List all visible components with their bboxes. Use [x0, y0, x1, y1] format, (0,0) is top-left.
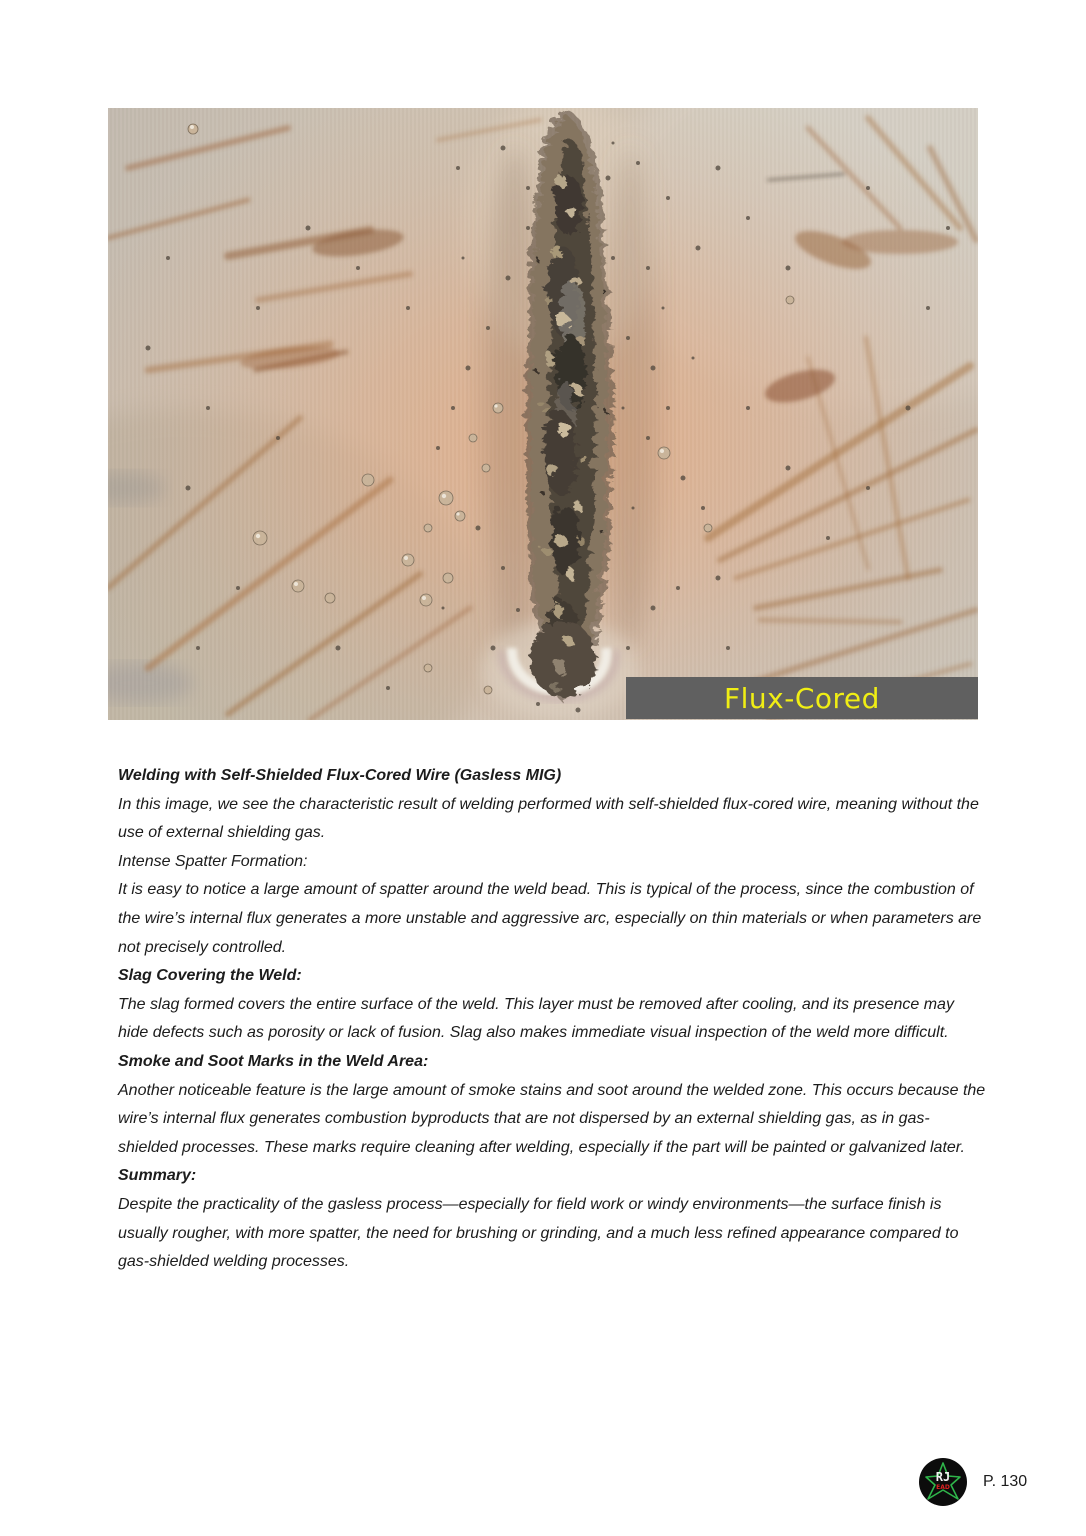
section-smoke — [118, 1048, 986, 1162]
section-intro — [118, 762, 986, 848]
section-body: Another noticeable feature is the large amount of smoke stains and soot around the welded zone. This occurs because the wire’s internal flux generates combustion byproducts that are not dispersed by an external shielding gas, as in gas-shielded processes. These marks require cleaning after welding, especially if the part will be painted or galvanized later. — [118, 1081, 986, 1156]
logo-text-primary: RJ — [935, 1470, 951, 1484]
weld-photo-image — [108, 108, 978, 720]
photo-caption-banner — [626, 677, 978, 719]
section-body: Despite the practicality of the gasless process—especially for field work or windy environments—the surface finish is usually rougher, with more spatter, the need for brushing or grinding, and a much less refined appearance compared to gas-shielded welding processes. — [118, 1195, 959, 1271]
weld-photo — [108, 108, 978, 720]
section-body: In this image, we see the characteristic result of welding performed with self-shielded flux-cored wire, meaning without the use of external shielding gas. — [118, 795, 979, 842]
section-heading: Smoke and Soot Marks in the Weld Area: — [118, 1052, 429, 1070]
section-spatter — [118, 848, 986, 962]
page-footer — [918, 1457, 1027, 1507]
logo-text-secondary: EAD — [936, 1484, 950, 1491]
section-heading: Welding with Self-Shielded Flux-Cored Wire (Gasless MIG) — [118, 767, 562, 784]
section-body: The slag formed covers the entire surface of the weld. This layer must be removed after cooling, and its presence may hide defects such as porosity or lack of fusion. Slag also makes immediate visual inspection of the weld more difficult. — [118, 995, 954, 1042]
weld-bead — [527, 116, 605, 694]
section-body: It is easy to notice a large amount of spatter around the weld bead. This is typical of the process, since the combustion of the wire’s internal flux generates a more unstable and aggressive arc, especially on thin materials or when parameters are not precisely controlled. — [118, 881, 982, 956]
section-heading: Summary: — [118, 1167, 197, 1185]
article-text — [118, 762, 986, 1277]
photo-caption: Flux-Cored — [724, 681, 880, 715]
section-heading: Slag Covering the Weld: — [118, 967, 302, 985]
section-summary — [118, 1162, 986, 1276]
page-number: P. 130 — [983, 1473, 1028, 1490]
section-slag — [118, 962, 986, 1048]
publisher-logo — [918, 1457, 968, 1507]
section-heading: Intense Spatter Formation: — [118, 852, 308, 870]
